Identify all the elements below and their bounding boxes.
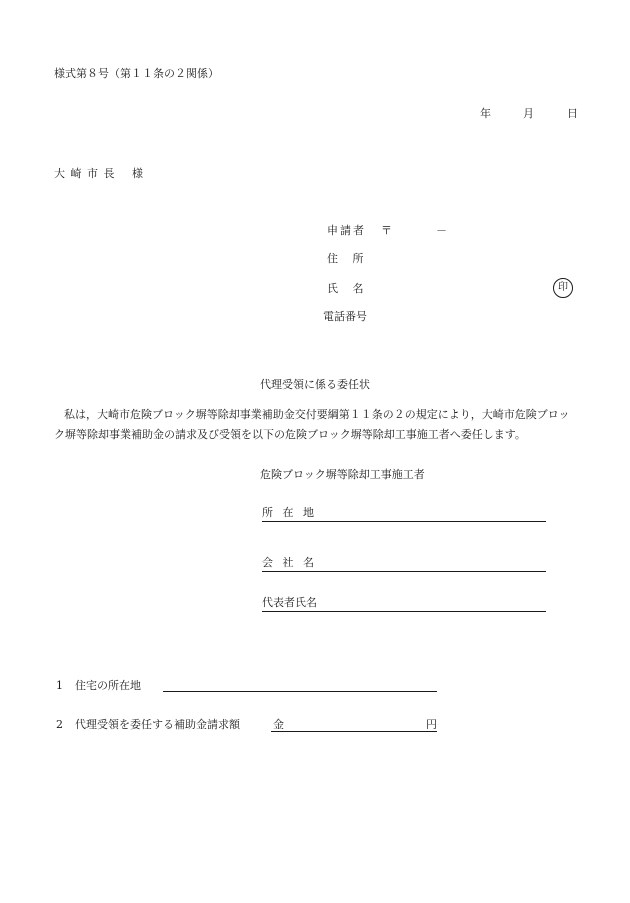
- date-day-label: 日: [567, 107, 578, 120]
- postal-dash: －: [436, 224, 447, 237]
- item-1-underline: [163, 691, 437, 692]
- item-2-number: 2: [56, 718, 63, 731]
- contractor-heading: 危険ブロック塀等除却工事施工者: [260, 468, 425, 481]
- address-label: 住 所: [327, 252, 364, 265]
- name-label: 氏 名: [327, 282, 364, 295]
- item-2-label: 代理受領を委任する補助金請求額: [75, 718, 240, 731]
- representative-field: [262, 595, 546, 612]
- location-label: 所 在 地: [262, 506, 317, 519]
- body-text: 私は，大崎市危険ブロック塀等除却事業補助金交付要綱第１１条の２の規定により，大崎市危険ブロック塀等除却事業補助金の請求及び受領を以下の危険ブロック塀等除却工事施工者へ委任します。: [54, 408, 570, 441]
- applicant-label: 申請者: [327, 224, 366, 237]
- amount-underline: [271, 731, 437, 732]
- item-1-label: 住宅の所在地: [75, 679, 141, 692]
- amount-suffix: 円: [426, 718, 437, 731]
- addressee: 大 崎 市 長 様: [54, 167, 144, 180]
- date-year-label: 年: [480, 107, 491, 120]
- company-field: [262, 555, 546, 572]
- item-1-number: 1: [56, 679, 63, 692]
- amount-prefix: 金: [273, 718, 284, 731]
- location-field: [262, 505, 546, 522]
- representative-label: 代表者氏名: [262, 596, 317, 609]
- date-month-label: 月: [523, 107, 534, 120]
- form-number: 様式第８号（第１１条の２関係）: [54, 67, 219, 80]
- document-title: 代理受領に係る委任状: [260, 378, 370, 391]
- postal-mark: 〒: [381, 224, 392, 237]
- seal-mark: 印: [553, 278, 573, 298]
- company-label: 会 社 名: [262, 556, 317, 569]
- phone-label: 電話番号: [323, 310, 367, 323]
